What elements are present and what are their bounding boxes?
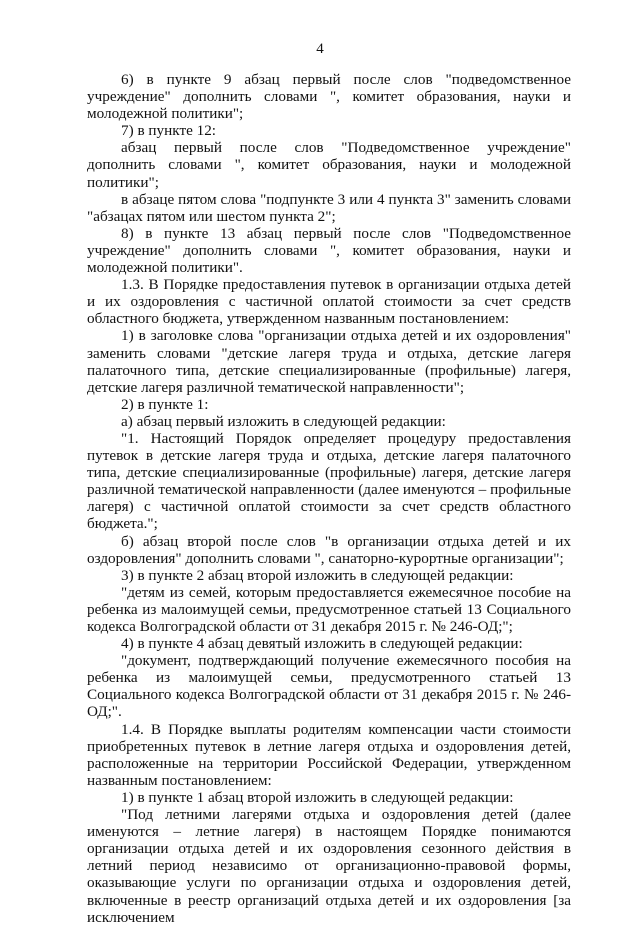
paragraph-quoted-summer-camps: "Под летними лагерями отдыха и оздоровления детей (далее именуются – летние лагеря) в настоящем Порядке понимаются организации отдыха детей и их оздоровления сезонного действия в летний период независимо от организационно-правовой формы, оказывающие услуги по организации отдыха и оздоровления детей, включенные в реестр организаций отдыха детей и их оздоровления [за исключением [87,806,571,926]
paragraph-quoted-children: "детям из семей, которым предоставляется ежемесячное пособие на ребенка из малоимущей семьи, предусмотренное статьей 13 Социального кодекса Волгоградской области от 31 декабря 2015 г. № 246-ОД;"; [87,583,571,635]
paragraph-1-3-item-4: 4) в пункте 4 абзац девятый изложить в следующей редакции: [121,635,523,653]
paragraph-1-3-item-1: 1) в заголовке слова "организации отдыха детей и их оздоровления" заменить словами "детские лагеря труда и отдыха, детские лагеря палаточного типа, детские специализированные (профильные) лагеря, детские лагеря различной тематической направленности"; [87,327,571,396]
paragraph-quoted-document: "документ, подтверждающий получение ежемесячного пособия на ребенка из малоимущей семьи, предусмотренного статьей 13 Социального кодекса Волгоградской области от 31 декабря 2015 г. № 246-ОД;". [87,652,571,721]
paragraph-1-3-item-2a: а) абзац первый изложить в следующей редакции: [121,412,446,430]
paragraph-1-3-item-3: 3) в пункте 2 абзац второй изложить в следующей редакции: [121,566,514,584]
paragraph-item-7-abzac-5: в абзаце пятом слова "подпункте 3 или 4 пункта 3" заменить словами "абзацах пятом или шестом пункта 2"; [87,190,571,225]
paragraph-1-4-item-1: 1) в пункте 1 абзац второй изложить в следующей редакции: [121,788,514,806]
paragraph-item-7-abzac-1: абзац первый после слов "Подведомственное учреждение" дополнить словами ", комитет образования, науки и молодежной политики"; [87,139,571,191]
paragraph-1-3-item-2b: б) абзац второй после слов "в организации отдыха детей и их оздоровления" дополнить словами ", санаторно-курортные организации"; [87,532,571,567]
paragraph-section-1-3: 1.3. В Порядке предоставления путевок в организации отдыха детей и их оздоровления с частичной оплатой стоимости за счет средств областного бюджета, утвержденном названным постановлением: [87,276,571,328]
paragraph-item-6: 6) в пункте 9 абзац первый после слов "подведомственное учреждение" дополнить словами ", комитет образования, науки и молодежной политики"; [87,71,571,123]
paragraph-1-3-item-2: 2) в пункте 1: [121,395,209,413]
paragraph-item-8: 8) в пункте 13 абзац первый после слов "Подведомственное учреждение" дополнить словами ", комитет образования, науки и молодежной политики". [87,224,571,277]
paragraph-section-1-4: 1.4. В Порядке выплаты родителям компенсации части стоимости приобретенных путевок в летние лагеря отдыха и оздоровления детей, расположенные на территории Российской Федерации, утвержденном названным постановлением: [87,720,571,789]
page-number: 4 [316,41,324,57]
paragraph-quoted-point-1: "1. Настоящий Порядок определяет процедуру предоставления путевок в детские лагеря труда и отдыха, детские лагеря палаточного типа, детские специализированные (профильные) лагеря, детские лагеря различной тематической направленности (далее именуются – профильные лагеря) с частичной оплатой стоимости за счет средств областного бюджета."; [87,429,571,533]
document-body [87,71,571,926]
paragraph-item-7: 7) в пункте 12: [121,122,217,140]
